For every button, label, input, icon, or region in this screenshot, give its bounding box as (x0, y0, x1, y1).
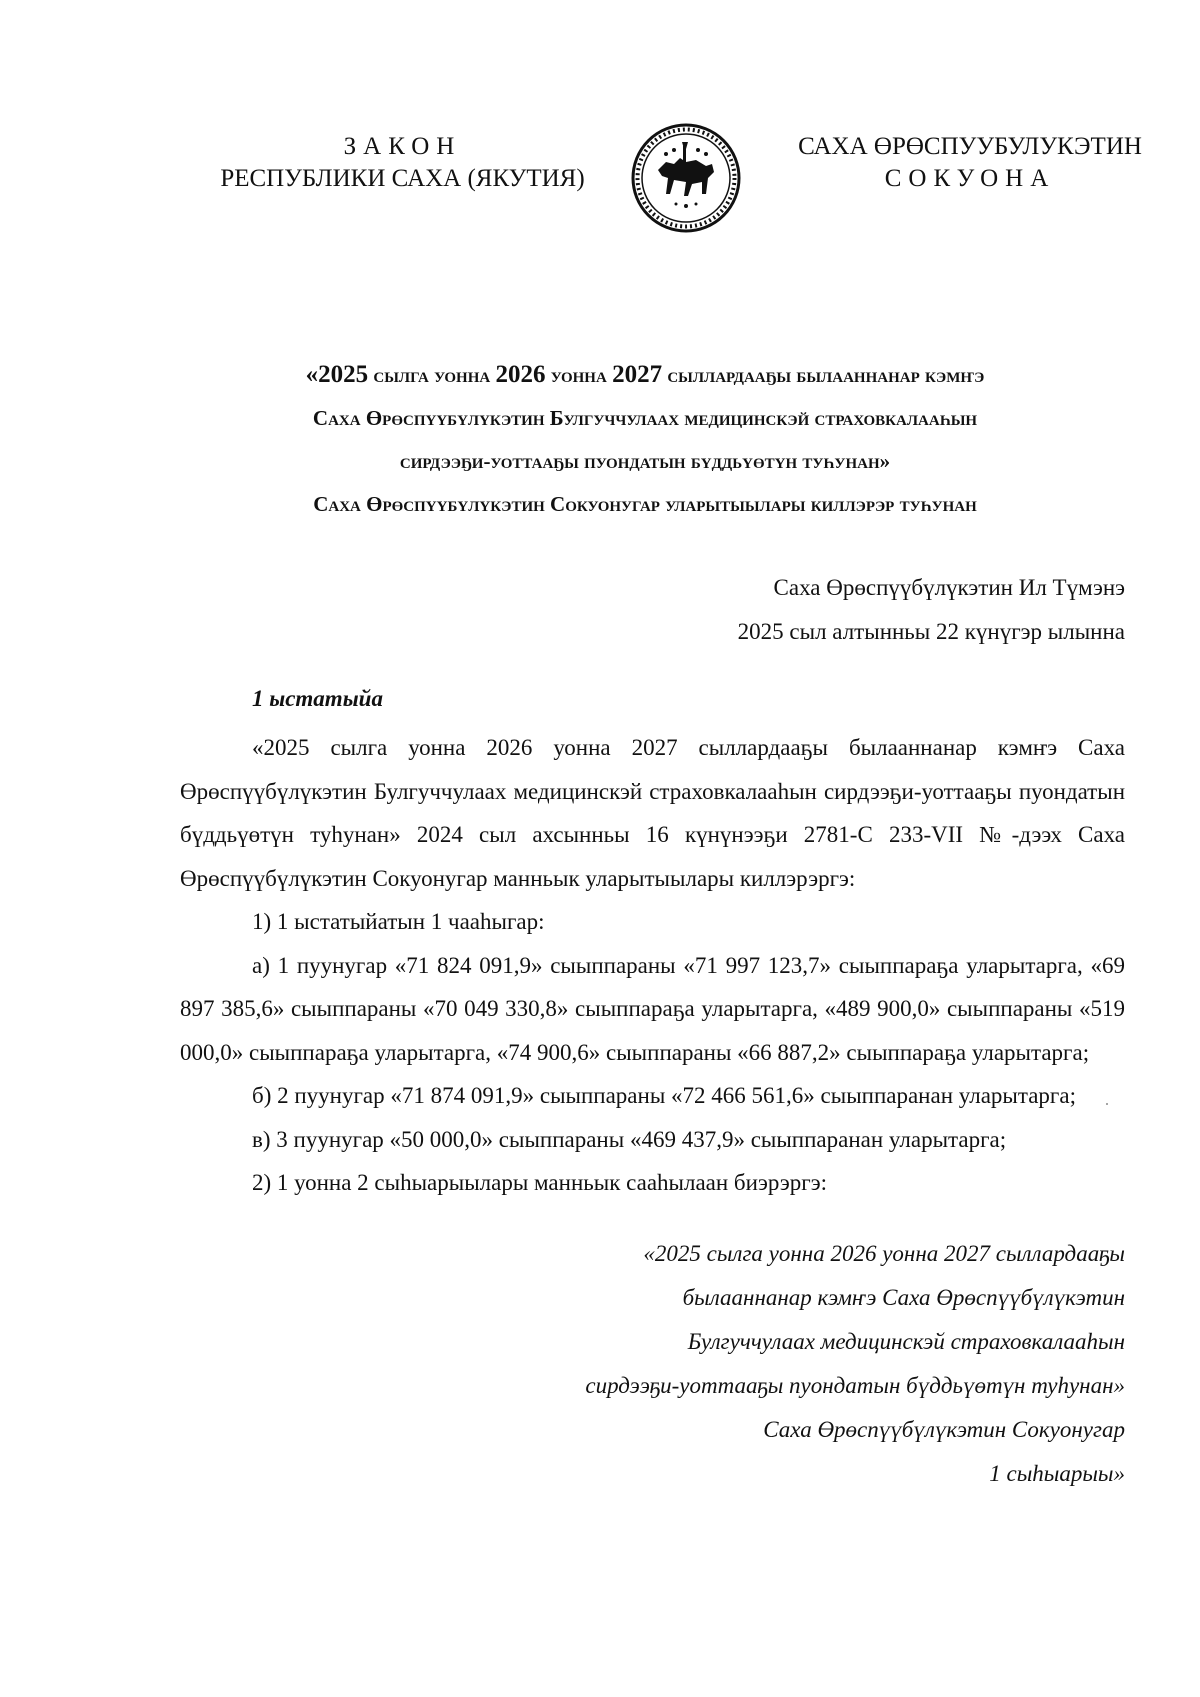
adopting-body: Саха Өрөспүүбүлүкэтин Ил Түмэнэ (773, 575, 1125, 600)
appendix-reference (585, 1232, 1125, 1496)
coat-of-arms-emblem-icon (630, 122, 742, 234)
republic-label-sakha: САХА ӨРӨСПУУБУЛУКЭТИН (798, 133, 1142, 160)
title-line-4: Саха Өрөспүүбүлүкэтин Сокуонугар уларытыылары киллэрэр туһунан (313, 492, 977, 516)
appendix-line-4: сирдээҕи-уоттааҕы пуондатын бүддьүөтүн туһунан» (585, 1373, 1125, 1398)
appendix-line-3: Булгуччулаах медицинскэй страховкалааһын (687, 1329, 1125, 1354)
article-body (180, 726, 1125, 1205)
law-label: ЗАКОН (343, 133, 462, 160)
title-line-1: «2025 сылга уонна 2026 уонна 2027 сыллардааҕы былааннанар кэмҥэ (305, 361, 985, 388)
law-title (160, 353, 1130, 526)
appendix-line-1: «2025 сылга уонна 2026 уонна 2027 сыллардааҕы (643, 1241, 1125, 1266)
subpoint-v: в) 3 пуунугар «50 000,0» сыыппараны «469 437,9» сыыппаранан уларытарга; (252, 1126, 1007, 1152)
law-label-sakha: СОКУОНА (884, 165, 1056, 192)
title-line-3: сирдээҕи-уоттааҕы пуондатын бүддьүөтүн туһунан» (399, 449, 891, 473)
appendix-line-2: былааннанар кэмҥэ Саха Өрөспүүбүлүкэтин (682, 1285, 1125, 1310)
article-heading: 1 ыстатыйа (252, 686, 383, 711)
intro-paragraph: «2025 сылга уонна 2026 уонна 2027 сыллардааҕы былааннанар кэмҥэ Саха Өрөспүүбүлүкэтин Булгуччулаах медицинскэй страховкалааһын сирдээҕи-уоттааҕы пуондатын бүддьүөтүн туһунан» 2024 сыл ахсынньы 16 күнүнээҕи 2781-С 233-VII №-дээх Саха Өрөспүүбүлүкэтин Сокуонугар манньык уларытыылары киллэрэргэ: (180, 735, 1125, 891)
point-1: 1) 1 ыстатыйатын 1 чааһыгар: (252, 909, 545, 934)
adoption-date: 2025 сыл алтынньы 22 күнүгэр ылынна (737, 619, 1125, 644)
subpoint-a: а) 1 пуунугар «71 824 091,9» сыыппараны «71 997 123,7» сыыппараҕа уларытарга, «69 897 385,6» сыыппараны «70 049 330,8» сыыппараҕа уларытарга, «489 900,0» сыыппараны «519 000,0» сыыппараҕа уларытарга, «74 900,6» сыыппараны «66 887,2» сыыппараҕа уларытарга; (180, 952, 1125, 1065)
scan-artifact (1106, 1103, 1108, 1105)
header-right (780, 131, 1160, 195)
point-2: 2) 1 уонна 2 сыһыарыылары манньык сааһылаан биэрэргэ: (252, 1170, 827, 1195)
adoption-block (738, 566, 1125, 654)
republic-label: РЕСПУБЛИКИ САХА (ЯКУТИЯ) (220, 165, 585, 192)
subpoint-b: б) 2 пуунугар «71 874 091,9» сыыппараны «72 466 561,6» сыыппаранан уларытарга; (252, 1083, 1076, 1108)
title-line-2: Саха Өрөспүүбүлүкэтин Булгуччулаах медицинскэй страховкалааһын (312, 406, 978, 430)
appendix-line-6: 1 сыһыарыы» (989, 1461, 1125, 1486)
header-left (220, 131, 585, 195)
appendix-line-5: Саха Өрөспүүбүлүкэтин Сокуонугар (763, 1417, 1125, 1442)
